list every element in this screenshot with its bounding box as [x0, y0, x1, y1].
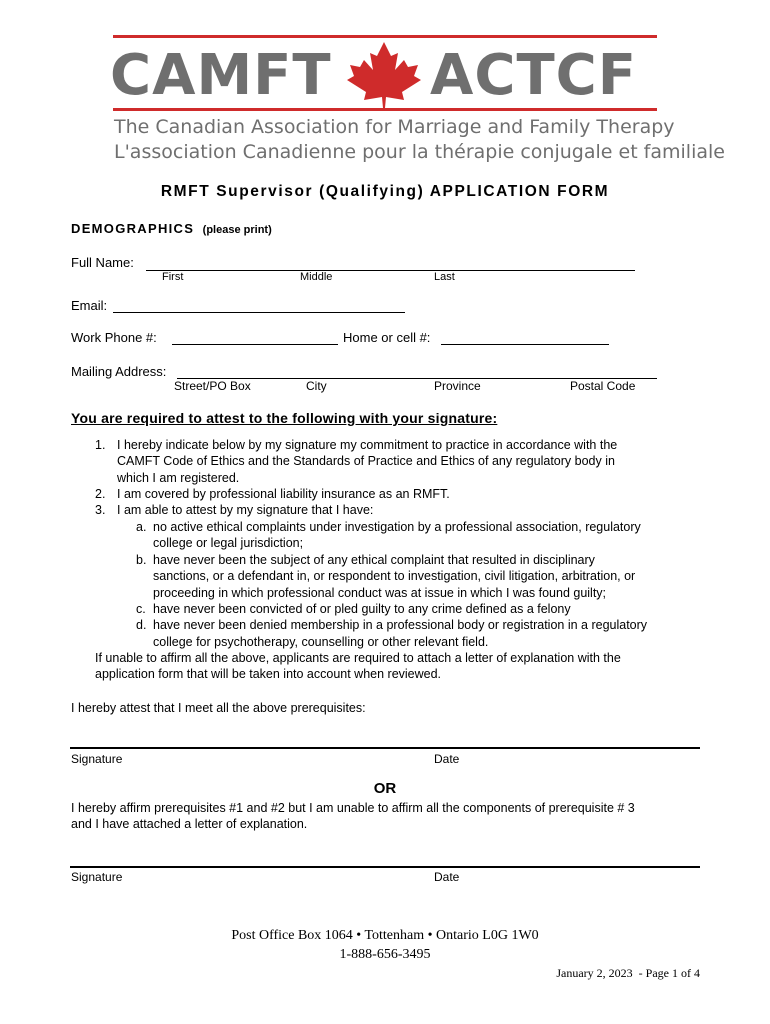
attest-statement: I hereby attest that I meet all the above prerequisites: — [71, 701, 366, 715]
sub-item-b-line-2: sanctions, or a defendant in, or respondent to investigation, civil litigation, arbitration, or — [153, 569, 636, 583]
list-item-1-line-1: I hereby indicate below by my signature my commitment to practice in accordance with the — [117, 438, 618, 452]
address-sub-street: Street/PO Box — [174, 379, 251, 393]
affirm-line-1: I hereby affirm prerequisites #1 and #2 but I am unable to affirm all the components of prerequisite # 3 — [71, 801, 635, 815]
footer-page-info: January 2, 2023 - Page 1 of 4 — [556, 966, 700, 980]
list-item-3-line-1: I am able to attest by my signature that I have: — [117, 503, 374, 517]
affirm-line-2: and I have attached a letter of explanation. — [71, 817, 308, 831]
list-item-2-line-1: I am covered by professional liability insurance as an RMFT. — [117, 487, 450, 501]
date-label-2: Date — [434, 870, 460, 884]
sub-item-d-line-1: have never been denied membership in a professional body or registration in a regulatory — [153, 618, 648, 632]
or-separator: OR — [373, 780, 397, 797]
section-heading — [71, 220, 272, 238]
maple-leaf-icon — [342, 40, 426, 108]
section-heading-label: DEMOGRAPHICS — [71, 221, 195, 236]
logo-bottom-rule — [113, 108, 657, 111]
attest-heading: You are required to attest to the following with your signature: — [71, 410, 498, 426]
signature-field-2[interactable] — [70, 866, 700, 868]
section-heading-note: (please print) — [202, 224, 272, 236]
address-sub-city: City — [306, 379, 327, 393]
signature-label-1: Signature — [71, 752, 123, 766]
address-sub-province: Province — [434, 379, 481, 393]
name-sub-last: Last — [434, 271, 455, 283]
logo-word-camft: CAMFT — [110, 43, 332, 108]
email-label: Email: — [71, 298, 108, 313]
email-field[interactable] — [113, 312, 405, 313]
sub-item-b-line-3: proceeding in which professional conduct was at issue in which I was found guilty; — [153, 586, 607, 600]
explanation-line-1: If unable to affirm all the above, applicants are required to attach a letter of explanation with the — [95, 651, 621, 665]
sub-item-b-line-1: have never been the subject of any ethical complaint that resulted in disciplinary — [153, 553, 595, 567]
name-sub-middle: Middle — [300, 271, 333, 283]
footer-phone: 1-888-656-3495 — [339, 947, 431, 962]
list-item-number: 2. — [95, 487, 106, 501]
sub-item-c-line-1: have never been convicted of or pled guilty to any crime defined as a felony — [153, 602, 571, 616]
list-item-number: 3. — [95, 503, 106, 517]
logo-subtitle-fr: L'association Canadienne pour la thérapie conjugale et familiale — [114, 141, 725, 163]
list-item-number: 1. — [95, 438, 106, 452]
name-sub-first: First — [162, 271, 184, 283]
sub-item-d-line-2: college for psychotherapy, counselling or other relevant field. — [153, 635, 489, 649]
logo-subtitle-en: The Canadian Association for Marriage and Family Therapy — [114, 116, 675, 138]
sub-item-letter: b. — [136, 553, 147, 567]
logo-word-actcf: ACTCF — [430, 43, 637, 108]
sub-item-letter: d. — [136, 618, 147, 632]
explanation-line-2: application form that will be taken into account when reviewed. — [95, 667, 442, 681]
sub-item-letter: a. — [136, 520, 147, 534]
full-name-label: Full Name: — [71, 255, 134, 270]
signature-field-1[interactable] — [70, 747, 700, 749]
footer-address: Post Office Box 1064 • Tottenham • Ontario L0G 1W0 — [231, 928, 539, 943]
list-item-1-line-3: which I am registered. — [117, 471, 240, 485]
work-phone-label: Work Phone #: — [71, 330, 157, 345]
sub-item-a-line-1: no active ethical complaints under investigation by a professional association, regulatory — [153, 520, 641, 534]
sub-item-letter: c. — [136, 602, 146, 616]
home-phone-label: Home or cell #: — [343, 330, 431, 345]
signature-label-2: Signature — [71, 870, 123, 884]
date-label-1: Date — [434, 752, 460, 766]
full-name-field[interactable] — [146, 270, 635, 271]
sub-item-a-line-2: college or legal jurisdiction; — [153, 536, 304, 550]
home-phone-field[interactable] — [441, 344, 609, 345]
list-item-1-line-2: CAMFT Code of Ethics and the Standards of Practice and Ethics of any regulatory body in — [117, 454, 615, 468]
address-sub-postal: Postal Code — [570, 379, 636, 393]
mailing-address-label: Mailing Address: — [71, 364, 167, 379]
work-phone-field[interactable] — [172, 344, 338, 345]
form-title: RMFT Supervisor (Qualifying) APPLICATION FORM — [160, 183, 610, 200]
logo-top-rule — [113, 35, 657, 38]
